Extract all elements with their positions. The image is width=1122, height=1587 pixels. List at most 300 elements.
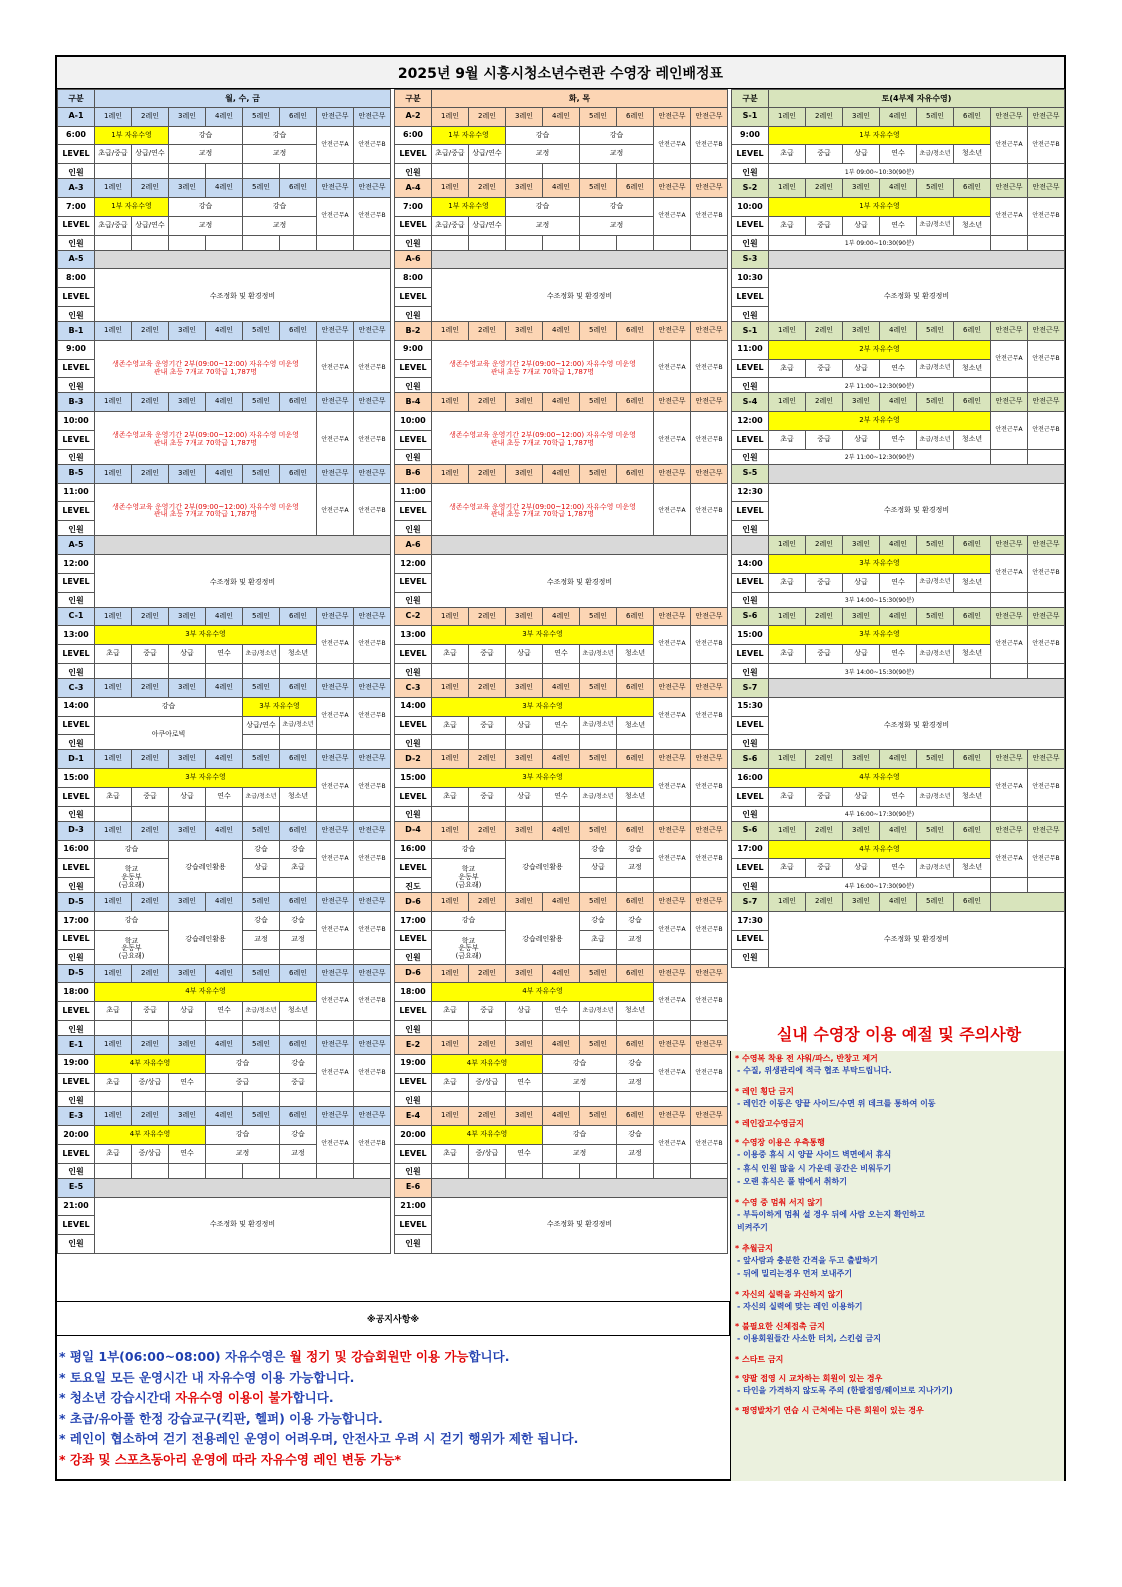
guard-b: 안전근무B <box>691 126 728 164</box>
lane-header: 1레인 <box>95 821 132 840</box>
lane-header: 3레인 <box>506 679 543 698</box>
lane-header: 안전근무 <box>654 607 691 626</box>
guard-a: 안전근무A <box>991 840 1028 878</box>
lane-header: 5레인 <box>580 893 617 912</box>
lane-header: 2레인 <box>806 322 843 341</box>
lane-header: 안전근무 <box>1028 750 1065 769</box>
lane-header: 2레인 <box>806 750 843 769</box>
block-id: S-3 <box>732 250 769 269</box>
lane-header: 안전근무 <box>317 679 354 698</box>
lane-header: 1레인 <box>95 1107 132 1126</box>
lane-header: 6레인 <box>954 393 991 412</box>
guard-b: 안전근무B <box>354 126 391 164</box>
level-cell: 초급/청소년 <box>917 645 954 664</box>
level-label: LEVEL <box>395 716 432 735</box>
session-time: 1부 09:00~10:30(90분) <box>769 164 991 183</box>
lane-header: 3레인 <box>169 750 206 769</box>
level-cell: 초급/청소년 <box>580 645 617 664</box>
lane-header: 1레인 <box>769 821 806 840</box>
time-label: 8:00 <box>395 269 432 288</box>
level-cell: 청소년 <box>617 645 654 664</box>
people-label: 인원 <box>732 164 769 183</box>
time-label: 18:00 <box>58 983 95 1002</box>
schedule-block <box>57 1035 391 1111</box>
lane-header: 안전근무 <box>317 393 354 412</box>
level-cell: 연수 <box>506 1073 543 1092</box>
level-label: LEVEL <box>395 431 432 450</box>
level-cell: 연수 <box>506 1145 543 1164</box>
lane-header: 2레인 <box>132 1036 169 1055</box>
level-cell: 상급 <box>843 431 880 450</box>
level-cell: 연수 <box>880 145 917 164</box>
level-cell: 교정 <box>543 1145 617 1164</box>
survival-notice: 생존수영교육 운영기간 2부(09:00~12:00) 자유수영 미운영 관내 초등 7개교 70학급 1,787명 <box>432 340 654 396</box>
lane-header: 5레인 <box>580 750 617 769</box>
level-label: LEVEL <box>395 1073 432 1092</box>
lane-header: 3레인 <box>843 607 880 626</box>
people-label: 인원 <box>732 878 769 897</box>
time-label: 10:00 <box>58 412 95 431</box>
lane-header: 2레인 <box>806 893 843 912</box>
lane-header: 안전근무 <box>691 1107 728 1126</box>
level-cell: 초급 <box>95 645 132 664</box>
lane-header: 안전근무 <box>654 750 691 769</box>
block-id: S-6 <box>732 750 769 769</box>
lane-header: 3레인 <box>169 393 206 412</box>
lane-header: 안전근무 <box>354 679 391 698</box>
guard-a: 안전근무A <box>654 1126 691 1164</box>
notice-text: * 청소년 강습시간대 <box>59 1390 176 1405</box>
block-id: S-7 <box>732 893 769 912</box>
lesson-lane: 강습레인활용 <box>169 840 243 896</box>
lane-header: 2레인 <box>469 464 506 483</box>
time-label: 11:00 <box>395 483 432 502</box>
block-id: B-3 <box>58 393 95 412</box>
lane-header: 1레인 <box>432 821 469 840</box>
lane-header: 2레인 <box>469 1107 506 1126</box>
lane-header: 안전근무 <box>654 964 691 983</box>
level-label: LEVEL <box>395 359 432 378</box>
lane-header: 3레인 <box>506 964 543 983</box>
session-free: 4부 자유수영 <box>769 840 991 859</box>
lesson-cell: 강습 <box>169 126 243 145</box>
block-id: B-1 <box>58 322 95 341</box>
people-label: 인원 <box>732 521 769 540</box>
schedule-sheet <box>55 55 1066 1481</box>
lane-header: 5레인 <box>243 607 280 626</box>
lane-header: 3레인 <box>506 607 543 626</box>
block-id: S-6 <box>732 821 769 840</box>
lesson-cell: 강습 <box>580 840 617 859</box>
lane-header: 안전근무 <box>991 393 1028 412</box>
guard-a: 안전근무A <box>991 626 1028 664</box>
lesson-cell: 강습 <box>617 912 654 931</box>
lane-header: 안전근무 <box>654 107 691 126</box>
level-cell: 초급 <box>580 930 617 949</box>
level-cell: 초급/중급 <box>432 145 469 164</box>
people-label: 인원 <box>58 1235 95 1254</box>
level-cell: 초급 <box>769 359 806 378</box>
lane-header: 4레인 <box>880 750 917 769</box>
lane-header: 안전근무 <box>354 393 391 412</box>
people-label: 인원 <box>395 378 432 397</box>
lane-header: 안전근무 <box>354 607 391 626</box>
time-label: 12:00 <box>732 412 769 431</box>
session-time: 2부 11:00~12:30(90분) <box>769 449 991 468</box>
session-free4: 4부 자유수영 <box>432 1126 543 1145</box>
level-cell: 초급 <box>769 145 806 164</box>
lane-header: 1레인 <box>432 893 469 912</box>
lesson-cell: 강습 <box>280 1126 317 1145</box>
notice-text: * 토요일 모든 운영시간 내 자유수영 이용 가능합니다. <box>59 1369 355 1385</box>
people-label: 인원 <box>732 307 769 326</box>
level-label: LEVEL <box>732 859 769 878</box>
level-cell: 상급 <box>843 145 880 164</box>
lane-header: 2레인 <box>132 179 169 198</box>
session-free: 3부 자유수영 <box>95 769 317 788</box>
lane-header: 1레인 <box>95 107 132 126</box>
block-id: A-5 <box>58 250 95 269</box>
level-cell: 연수 <box>880 431 917 450</box>
guard-a: 안전근무A <box>654 912 691 950</box>
level-cell: 연수 <box>543 716 580 735</box>
guard-a: 안전근무A <box>654 983 691 1021</box>
time-label: 21:00 <box>58 1197 95 1216</box>
time-label: 8:00 <box>58 269 95 288</box>
lane-header: 1레인 <box>769 107 806 126</box>
guard-b: 안전근무B <box>691 983 728 1021</box>
lane-header: 안전근무 <box>991 536 1028 555</box>
lane-header: 6레인 <box>280 1107 317 1126</box>
lane-header: 2레인 <box>132 107 169 126</box>
schedule-block <box>57 678 391 754</box>
level-cell: 연수 <box>880 359 917 378</box>
time-label: 17:00 <box>58 912 95 931</box>
session-time: 3부 14:00~15:30(90분) <box>769 664 991 683</box>
lane-header: 1레인 <box>95 393 132 412</box>
rule-detail: - 부득이하게 멈춰 설 경우 뒤에 사람 오는지 확인하고 <box>737 1209 925 1219</box>
schedule-block <box>57 1106 391 1182</box>
block-id: E-1 <box>58 1036 95 1055</box>
lane-header: 4레인 <box>543 750 580 769</box>
block-id: A-5 <box>58 536 95 555</box>
lane-header: 1레인 <box>432 750 469 769</box>
schedule-block <box>394 821 728 897</box>
lane-header: 4레인 <box>206 1036 243 1055</box>
gray-band <box>95 1178 391 1197</box>
level-cell: 초급 <box>769 645 806 664</box>
rules-list <box>730 1051 1064 1481</box>
block-id: S-1 <box>732 322 769 341</box>
maintenance-cell: 수조정화 및 환경정비 <box>769 912 1065 968</box>
schedule-block <box>394 964 728 1040</box>
lane-header: 6레인 <box>280 322 317 341</box>
lesson-cell: 강습 <box>206 1054 280 1073</box>
lane-header: 6레인 <box>280 1036 317 1055</box>
level-cell: 중급 <box>469 645 506 664</box>
lane-header: 4레인 <box>206 393 243 412</box>
people-label: 인원 <box>58 735 95 754</box>
maintenance-cell: 수조정화 및 환경정비 <box>769 483 1065 539</box>
day-header: 토(4부제 자유수영) <box>769 90 1065 109</box>
lane-header: 1레인 <box>95 464 132 483</box>
lane-header: 6레인 <box>954 750 991 769</box>
time-label: 15:30 <box>732 697 769 716</box>
lane-header: 안전근무 <box>691 393 728 412</box>
level-label: LEVEL <box>395 1002 432 1021</box>
level-cell: 청소년 <box>954 431 991 450</box>
people-label: 인원 <box>395 806 432 825</box>
level-cell: 초급/중급 <box>95 145 132 164</box>
notice-highlight: 월 정기 및 강습회원만 이용 가능 <box>289 1349 469 1364</box>
lane-header: 6레인 <box>954 536 991 555</box>
rule-heading: * 불필요한 신체접촉 금지 <box>735 1322 825 1331</box>
guard-a: 안전근무A <box>654 126 691 164</box>
lane-header: 6레인 <box>954 893 991 912</box>
lane-header: 3레인 <box>169 893 206 912</box>
block-id: D-3 <box>58 821 95 840</box>
lane-header: 6레인 <box>280 821 317 840</box>
block-id: E-2 <box>395 1036 432 1055</box>
lane-header: 3레인 <box>506 1036 543 1055</box>
level-label: LEVEL <box>732 573 769 592</box>
schedule-block <box>57 892 391 968</box>
lane-header: 5레인 <box>243 964 280 983</box>
session-free: 3부 자유수영 <box>432 697 654 716</box>
schedule-block <box>394 1035 728 1111</box>
level-cell: 교정 <box>580 145 654 164</box>
level-label: LEVEL <box>395 1216 432 1235</box>
people-label: 인원 <box>58 521 95 540</box>
block-id: D-4 <box>395 821 432 840</box>
lane-header: 2레인 <box>806 393 843 412</box>
block-id: A-4 <box>395 179 432 198</box>
level-label: LEVEL <box>58 859 95 878</box>
level-cell: 청소년 <box>617 788 654 807</box>
people-label: 인원 <box>58 307 95 326</box>
lane-header: 1레인 <box>432 1107 469 1126</box>
lane-header: 안전근무 <box>654 821 691 840</box>
guard-a: 안전근무A <box>654 198 691 236</box>
lane-header: 1레인 <box>95 679 132 698</box>
level-cell: 교정 <box>206 1145 280 1164</box>
level-cell: 교정 <box>280 930 317 949</box>
block-id: D-6 <box>395 893 432 912</box>
lane-header: 안전근무 <box>991 322 1028 341</box>
level-cell: 초급/중급 <box>432 216 469 235</box>
session-free: 3부 자유수영 <box>769 626 991 645</box>
level-cell: 연수 <box>880 788 917 807</box>
guard-a: 안전근무A <box>991 412 1028 450</box>
lesson-lane: 강습레인활용 <box>506 840 580 896</box>
lane-header: 4레인 <box>206 1107 243 1126</box>
rule-heading: * 스타트 금지 <box>735 1354 784 1364</box>
level-cell: 중급 <box>469 788 506 807</box>
guard-b: 안전근무B <box>691 198 728 236</box>
guard-b: 안전근무B <box>354 912 391 950</box>
lane-header: 5레인 <box>917 893 954 912</box>
level-cell: 상급 <box>843 859 880 878</box>
lane-header: 2레인 <box>132 607 169 626</box>
survival-notice: 생존수영교육 운영기간 2부(09:00~12:00) 자유수영 미운영 관내 초등 7개교 70학급 1,787명 <box>95 340 317 396</box>
time-label: 6:00 <box>58 126 95 145</box>
time-label: 21:00 <box>395 1197 432 1216</box>
time-label: 20:00 <box>58 1126 95 1145</box>
notice-text: * 레인이 협소하여 걷기 전용레인 운영이 어려우며, 안전사고 우려 시 걷기 행위가 제한 됩니다. <box>59 1431 579 1446</box>
guard-b: 안전근무B <box>354 697 391 735</box>
guard-a: 안전근무A <box>991 340 1028 378</box>
schedule-block <box>57 821 391 897</box>
lane-header: 3레인 <box>506 893 543 912</box>
lesson-cell: 강습 <box>580 126 654 145</box>
block-id: C-3 <box>395 679 432 698</box>
lane-header: 2레인 <box>132 964 169 983</box>
lane-header: 1레인 <box>432 179 469 198</box>
level-cell: 상급 <box>506 716 543 735</box>
lane-header: 안전근무 <box>317 1107 354 1126</box>
block-id: S-4 <box>732 393 769 412</box>
lane-header: 5레인 <box>580 464 617 483</box>
lane-header: 1레인 <box>769 536 806 555</box>
rule-detail: - 이용회원들간 사소한 터치, 스킨쉽 금지 <box>737 1334 881 1343</box>
block-id: E-3 <box>58 1107 95 1126</box>
level-label: LEVEL <box>395 859 432 878</box>
guard-b: 안전근무B <box>354 483 391 539</box>
block-id: C-3 <box>58 679 95 698</box>
session-free: 2부 자유수영 <box>769 340 991 359</box>
lane-header: 4레인 <box>543 107 580 126</box>
block-id: S-1 <box>732 107 769 126</box>
lane-header: 5레인 <box>917 821 954 840</box>
level-label: LEVEL <box>58 502 95 521</box>
level-label: LEVEL <box>58 788 95 807</box>
rule-heading: * 평영발차기 연습 시 근처에는 다른 회원이 있는 경우 <box>735 1406 924 1415</box>
guard-a: 안전근무A <box>317 626 354 664</box>
lane-header: 3레인 <box>169 464 206 483</box>
lane-header: 6레인 <box>954 107 991 126</box>
session-free3: 3부 자유수영 <box>243 697 317 716</box>
people-label: 인원 <box>395 521 432 540</box>
lane-header: 5레인 <box>243 179 280 198</box>
time-label: 11:00 <box>58 483 95 502</box>
lane-header: 6레인 <box>617 322 654 341</box>
lesson-cell: 강습 <box>169 198 243 217</box>
lane-header: 2레인 <box>469 179 506 198</box>
guard-b: 안전근무B <box>1028 412 1065 450</box>
level-cell: 교정 <box>506 216 580 235</box>
level-cell: 중/상급 <box>132 1073 169 1092</box>
people-label: 인원 <box>732 735 769 754</box>
people-label: 인원 <box>395 664 432 683</box>
lane-header: 안전근무 <box>691 893 728 912</box>
level-cell: 초급 <box>769 216 806 235</box>
level-cell: 상급/연수 <box>132 145 169 164</box>
level-cell: 초급/청소년 <box>580 1002 617 1021</box>
time-label: 9:00 <box>58 340 95 359</box>
lane-header: 안전근무 <box>691 179 728 198</box>
level-label: LEVEL <box>395 502 432 521</box>
level-cell: 교정 <box>243 216 317 235</box>
lane-header: 3레인 <box>843 179 880 198</box>
maintenance-cell: 수조정화 및 환경정비 <box>432 1197 728 1253</box>
level-label: LEVEL <box>58 1216 95 1235</box>
guard-a: 안전근무A <box>654 1054 691 1092</box>
lane-header: 5레인 <box>917 536 954 555</box>
lesson-cell: 강습 <box>95 840 169 859</box>
level-cell: 청소년 <box>280 1002 317 1021</box>
session-time: 3부 14:00~15:30(90분) <box>769 592 991 611</box>
schedule-block <box>394 535 728 611</box>
guard-a: 안전근무A <box>991 126 1028 164</box>
lane-header: 6레인 <box>617 179 654 198</box>
level-cell: 중급 <box>806 645 843 664</box>
level-cell: 상급 <box>506 1002 543 1021</box>
level-cell: 교정 <box>169 216 243 235</box>
school-club: 학교 운동부 (금요래) <box>95 859 169 897</box>
level-label: LEVEL <box>58 288 95 307</box>
lane-header: 안전근무 <box>991 607 1028 626</box>
schedule-block <box>394 607 728 683</box>
level-cell: 초급 <box>432 716 469 735</box>
notice-title: ※공지사항※ <box>57 1301 730 1336</box>
block-id: A-1 <box>58 107 95 126</box>
time-label: 10:00 <box>732 198 769 217</box>
people-label: 인원 <box>58 878 95 897</box>
guard-b: 안전근무B <box>691 412 728 468</box>
lane-header: 3레인 <box>843 322 880 341</box>
rule-detail: - 수질, 위생관리에 적극 협조 부탁드립니다. <box>737 1066 892 1075</box>
lane-header: 1레인 <box>95 607 132 626</box>
level-cell: 중/상급 <box>469 1073 506 1092</box>
lane-header: 4레인 <box>206 964 243 983</box>
lane-header: 5레인 <box>580 964 617 983</box>
rule-detail: 비켜주기 <box>737 1223 768 1232</box>
lane-header: 안전근무 <box>354 1036 391 1055</box>
lane-header: 안전근무 <box>354 1107 391 1126</box>
schedule-block <box>57 89 391 109</box>
time-label: 13:00 <box>58 626 95 645</box>
level-cell: 교정 <box>243 145 317 164</box>
level-cell: 초급 <box>95 1002 132 1021</box>
lane-header: 안전근무 <box>991 750 1028 769</box>
people-label: 인원 <box>395 1163 432 1182</box>
schedule-block <box>57 392 391 468</box>
lane-header: 3레인 <box>169 821 206 840</box>
guard-b: 안전근무B <box>691 697 728 735</box>
lane-header: 3레인 <box>843 393 880 412</box>
guard-a: 안전근무A <box>317 697 354 735</box>
guard-b: 안전근무B <box>354 1054 391 1092</box>
level-cell: 교정 <box>617 859 654 878</box>
block-id: D-1 <box>58 750 95 769</box>
guard-a: 안전근무A <box>317 1054 354 1092</box>
lane-header: 1레인 <box>769 179 806 198</box>
lane-header: 4레인 <box>880 607 917 626</box>
level-label: LEVEL <box>395 788 432 807</box>
lane-header: 2레인 <box>132 679 169 698</box>
lane-header: 3레인 <box>169 1107 206 1126</box>
lane-header: 2레인 <box>806 107 843 126</box>
lesson-lane: 강습레인활용 <box>506 912 580 968</box>
rule-detail: - 타인을 가격하지 않도록 주의 (한팔접영/웨이브로 지나가기) <box>737 1385 953 1395</box>
guard-b: 안전근무B <box>1028 198 1065 236</box>
lane-header: 6레인 <box>617 1107 654 1126</box>
guard-b: 안전근무B <box>354 412 391 468</box>
lesson-cell: 강습 <box>617 1126 654 1145</box>
level-cell: 교정 <box>580 216 654 235</box>
guard-b: 안전근무B <box>354 340 391 396</box>
lane-header: 4레인 <box>543 964 580 983</box>
